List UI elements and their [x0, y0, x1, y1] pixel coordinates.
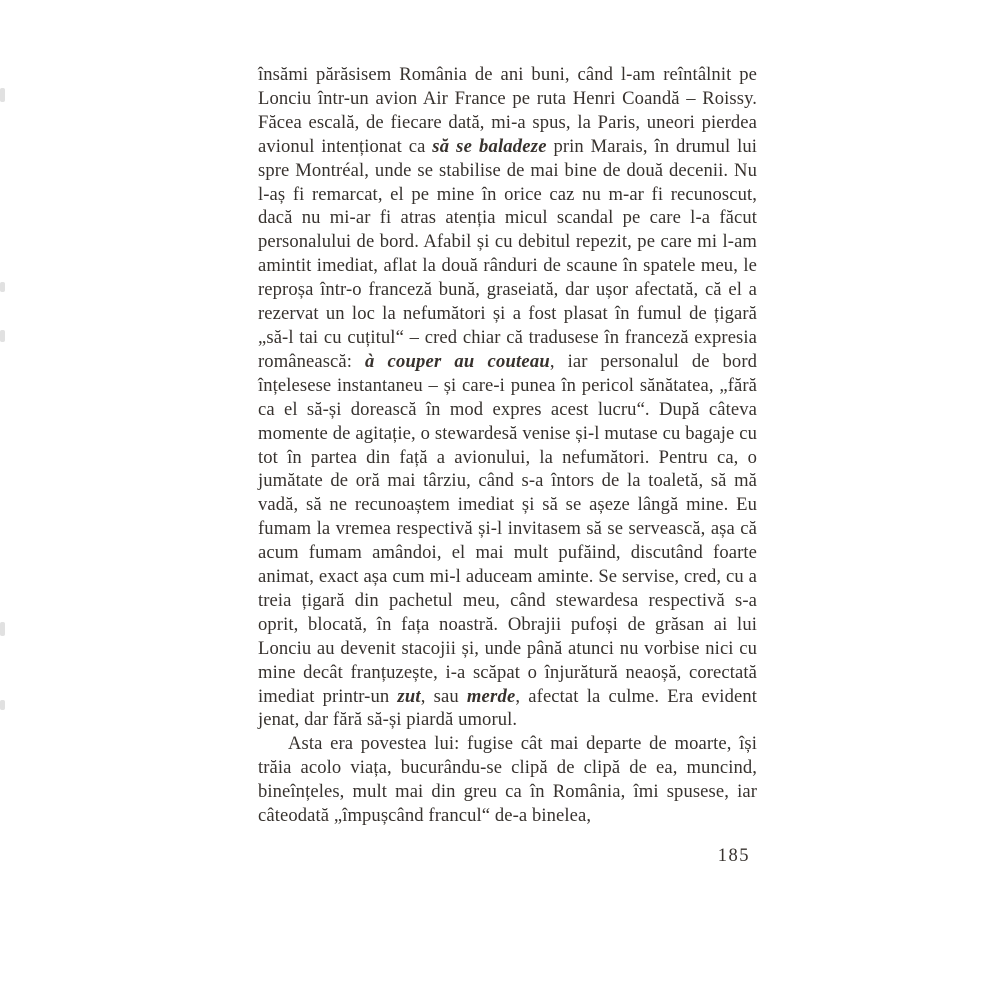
- scan-artifact: [0, 282, 5, 292]
- text-segment: Asta era povestea lui: fugise cât mai departe de moarte, își trăia acolo viața, bucurându-se clipă de clipă de ea, muncind, bineînțeles, mult mai din greu ca în România, îmi spusese, iar câteodată „împușcând francul“ de-a binelea,: [258, 733, 757, 827]
- text-segment: prin Marais, în drumul lui spre Montréal, unde se stabilise de mai bine de două decenii. Nu l-aș fi remarcat, el pe mine în orice caz nu m-ar fi recunoscut, dacă nu mi-ar fi atras atenția micul scandal pe care l-a făcut personalului de bord. Afabil și cu debitul repezit, pe care mi l-am amintit imediat, aflat la două rânduri de scaune în spatele meu, le reproșa într-o franceză bună, graseiată, dar ușor afectată, că el a rezervat un loc la nefumători și a fost plasat în fumul de țigară „să-l tai cu cuțitul“ – cred chiar că tradusese în franceză expresia românească:: [258, 135, 758, 372]
- text-segment: să se baladeze: [432, 135, 547, 157]
- paragraph: [258, 63, 757, 732]
- text-segment: merde: [466, 685, 516, 707]
- page-number: 185: [717, 846, 750, 866]
- text-segment: , afectat la culme. Era evident jenat, dar fără să-și piardă umorul.: [258, 685, 757, 731]
- scan-artifact: [0, 88, 5, 102]
- text-segment: zut: [397, 685, 421, 707]
- scan-artifact: [0, 700, 5, 710]
- scan-artifact: [0, 622, 5, 636]
- text-block: [258, 63, 757, 869]
- text-segment: , sau: [420, 685, 467, 707]
- scan-artifact: [0, 330, 5, 342]
- text-segment: , iar personalul de bord înțelesese instantaneu – și care-i punea în pericol sănătatea, „fără ca el să-și dorească în mod expres acest lucru“. După câteva momente de agitație, o stewardesă venise și-l mutase cu bagaje cu tot în partea din față a avionului, la nefumători. Pentru ca, o jumătate de oră mai târziu, când s-a întors de la toaletă, să mă vadă, să ne recunoaștem imediat și să se așeze lângă mine. Eu fumam la vremea respectivă și-l invitasem să se servească, așa că acum fumam amândoi, el mai mult pufăind, discutând foarte animat, exact așa cum mi-l aduceam aminte. Se servise, cred, cu a treia țigară din pachetul meu, când stewardesa respectivă s-a oprit, blocată, în fața noastră. Obrajii pufoși de grăsan ai lui Lonciu au devenit stacojii și, unde până atunci nu vorbise nici cu mine decât franțuzește, i-a scăpat o înjurătură neaoșă, corectată imediat printr-un: [258, 350, 758, 707]
- text-segment: à couper au couteau: [364, 350, 550, 372]
- paragraph: [258, 732, 757, 828]
- text-segment: însămi părăsisem România de ani buni, când l-am reîntâlnit pe Lonciu într-un avion Air France pe ruta Henri Coandă – Roissy. Făcea escală, de fiecare dată, mi-a spus, la Paris, uneori pierdea avionul intenționat ca: [258, 64, 757, 157]
